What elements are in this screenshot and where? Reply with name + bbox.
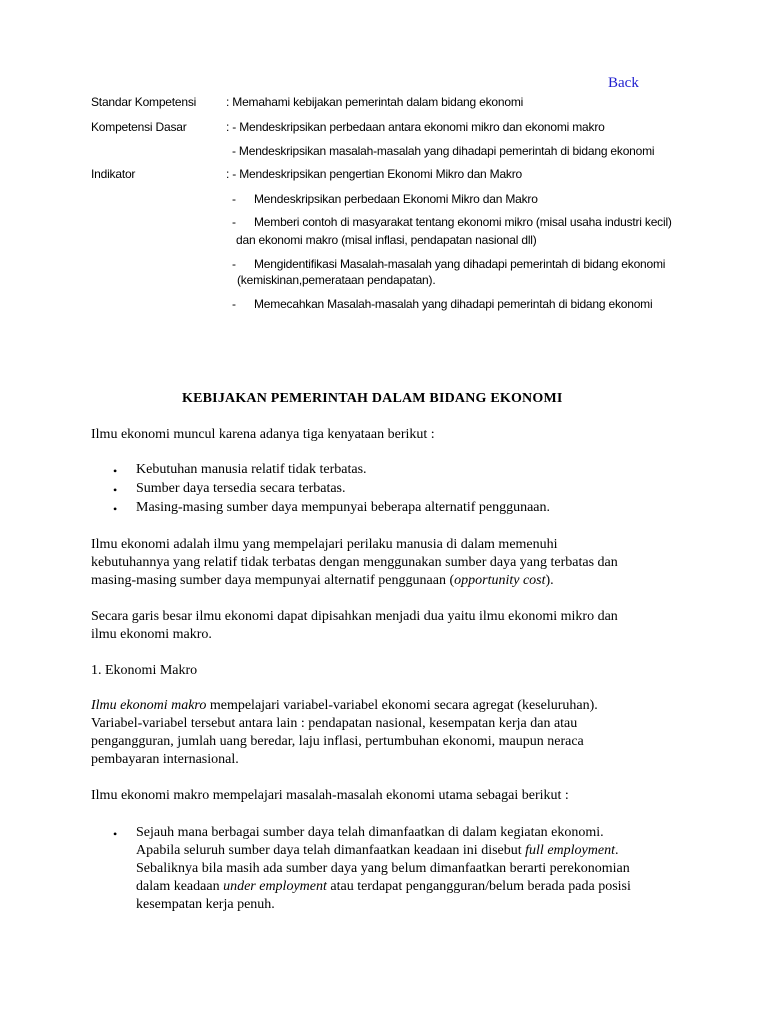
back-link[interactable]: Back (608, 75, 639, 91)
fact-item: Kebutuhan manusia relatif tidak terbatas. (136, 462, 367, 477)
indikator-dash: - (232, 257, 236, 271)
kompetensi-dasar-value-1: : - Mendeskripsikan perbedaan antara ekonomi mikro dan ekonomi makro (226, 120, 605, 134)
indikator-dash: - (232, 297, 236, 311)
makro-term: Ilmu ekonomi makro (91, 698, 207, 713)
bullet-icon: • (113, 827, 118, 841)
section-heading-ekonomi-makro: 1. Ekonomi Makro (91, 663, 198, 678)
indikator-dash: - (232, 215, 236, 229)
opportunity-cost-term: opportunity cost (454, 573, 546, 588)
standar-kompetensi-value: : Memahami kebijakan pemerintah dalam bidang ekonomi (226, 95, 524, 109)
indikator-item-3: Mengidentifikasi Masalah-masalah yang dihadapi pemerintah di bidang ekonomi (254, 257, 666, 271)
makro-line-1: Ilmu ekonomi makro mempelajari variabel-variabel ekonomi secara agregat (keseluruhan). (91, 698, 598, 713)
definition-line-3: masing-masing sumber daya mempunyai alternatif penggunaan (opportunity cost). (91, 573, 554, 588)
definition-line-2: kebutuhannya yang relatif tidak terbatas dengan menggunakan sumber daya yang terbatas dan (91, 555, 618, 570)
problem1-line-2: Apabila seluruh sumber daya telah dimanfaatkan keadaan ini disebut full employment. (136, 843, 619, 858)
indikator-item-4: Memecahkan Masalah-masalah yang dihadapi pemerintah di bidang ekonomi (254, 297, 653, 311)
problem1-line-5: kesempatan kerja penuh. (136, 897, 275, 912)
indikator-item-3-cont: (kemiskinan,pemerataan pendapatan). (237, 273, 436, 287)
indikator-label: Indikator (91, 167, 136, 181)
bullet-icon: • (113, 483, 118, 497)
page-title: KEBIJAKAN PEMERINTAH DALAM BIDANG EKONOMI (182, 391, 563, 406)
bullet-icon: • (113, 464, 118, 478)
fact-item: Sumber daya tersedia secara terbatas. (136, 481, 346, 496)
makro-line-2: Variabel-variabel tersebut antara lain : pendapatan nasional, kesempatan kerja dan atau (91, 716, 578, 731)
kompetensi-dasar-label: Kompetensi Dasar (91, 120, 187, 134)
indikator-item-2: Memberi contoh di masyarakat tentang ekonomi mikro (misal usaha industri kecil) (254, 215, 672, 229)
division-line-1: Secara garis besar ilmu ekonomi dapat dipisahkan menjadi dua yaitu ilmu ekonomi mikro dan (91, 609, 618, 624)
fact-item: Masing-masing sumber daya mempunyai beberapa alternatif penggunaan. (136, 500, 551, 515)
makro-line-3: pengangguran, jumlah uang beredar, laju inflasi, pertumbuhan ekonomi, maupun neraca (91, 734, 584, 749)
kompetensi-dasar-value-2: - Mendeskripsikan masalah-masalah yang dihadapi pemerintah di bidang ekonomi (232, 144, 655, 158)
makro-line-4: pembayaran internasional. (91, 752, 239, 767)
problem1-line-3: Sebaliknya bila masih ada sumber daya yang belum dimanfaatkan berarti perekonomian (136, 861, 630, 876)
bullet-icon: • (113, 502, 118, 516)
indikator-item-2-cont: dan ekonomi makro (misal inflasi, pendapatan nasional dll) (236, 233, 537, 247)
under-employment-term: under employment (223, 879, 327, 894)
problem1-line-1: Sejauh mana berbagai sumber daya telah dimanfaatkan di dalam kegiatan ekonomi. (136, 825, 604, 840)
problem1-line-4: dalam keadaan under employment atau terdapat pengangguran/belum berada pada posisi (136, 879, 631, 894)
standar-kompetensi-label: Standar Kompetensi (91, 95, 197, 109)
definition-line-1: Ilmu ekonomi adalah ilmu yang mempelajari perilaku manusia di dalam memenuhi (91, 537, 558, 552)
intro-text: Ilmu ekonomi muncul karena adanya tiga kenyataan berikut : (91, 427, 435, 442)
full-employment-term: full employment (525, 843, 615, 858)
division-line-2: ilmu ekonomi makro. (91, 627, 212, 642)
makro-problems-intro: Ilmu ekonomi makro mempelajari masalah-masalah ekonomi utama sebagai berikut : (91, 788, 569, 803)
indikator-dash: - (232, 192, 236, 206)
indikator-value: : - Mendeskripsikan pengertian Ekonomi Mikro dan Makro (226, 167, 523, 181)
indikator-item-1: Mendeskripsikan perbedaan Ekonomi Mikro dan Makro (254, 192, 538, 206)
